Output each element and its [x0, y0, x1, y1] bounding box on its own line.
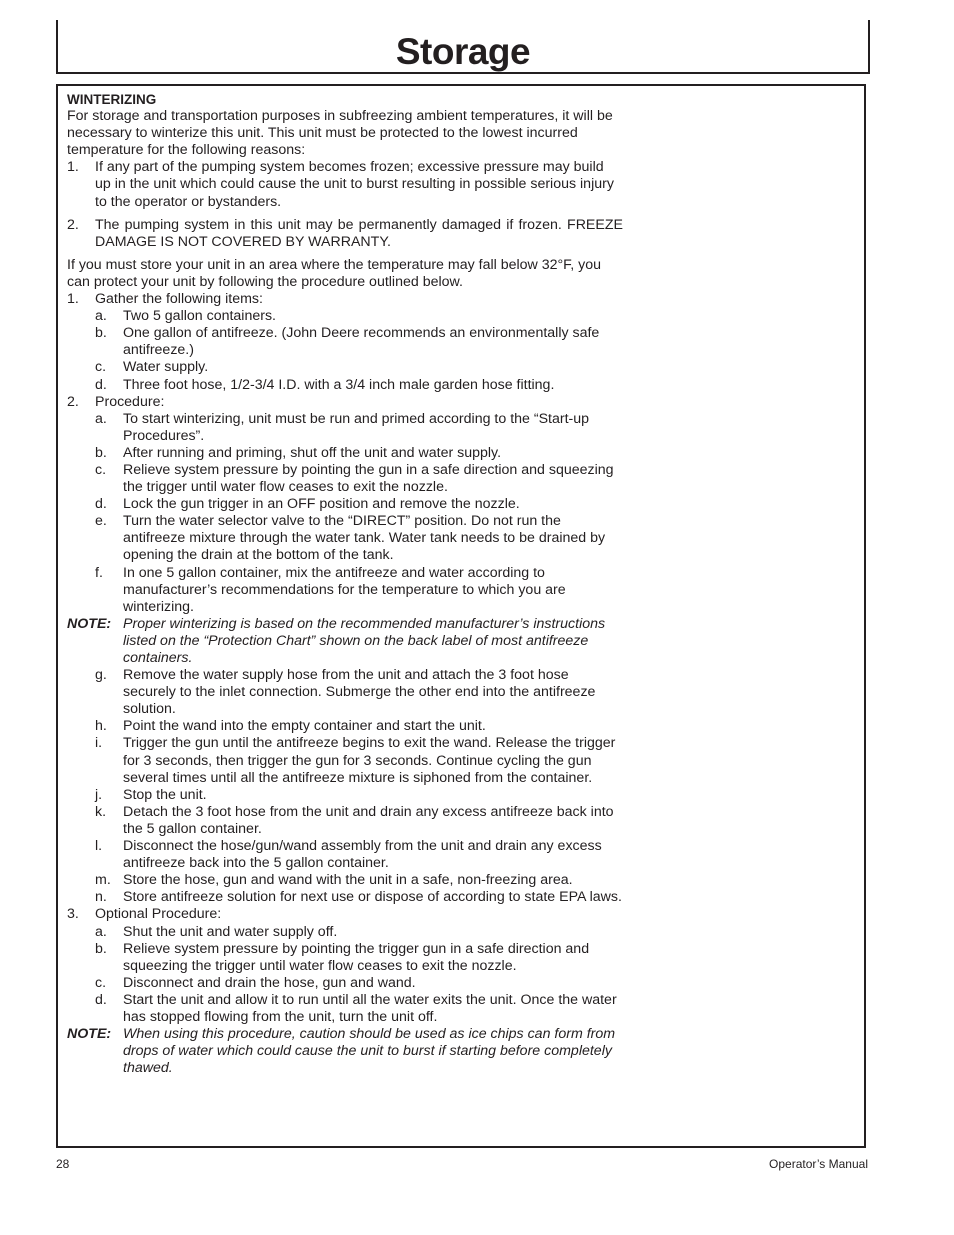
list-item — [67, 565, 623, 616]
step-heading — [67, 291, 623, 308]
item-letter: c. — [95, 359, 107, 376]
item-letter: k. — [95, 803, 107, 820]
item-text: Relieve system pressure by pointing the gun in a safe direction and squeezing the trigger until water flow ceases to exit the nozzle. — [123, 461, 614, 496]
reason-text: If any part of the pumping system becomes frozen; excessive pressure may build up in the unit which could cause the unit to burst resulting in possible serious injury to the operator or bystanders. — [95, 159, 614, 210]
list-item — [67, 889, 623, 906]
item-letter: c. — [95, 974, 107, 991]
item-letter: b. — [95, 325, 107, 342]
list-item — [67, 975, 623, 992]
list-item — [67, 308, 623, 325]
list-item — [67, 992, 623, 1026]
item-letter: c. — [95, 461, 107, 478]
item-letter: a. — [95, 923, 107, 940]
item-text: Store the hose, gun and wand with the unit in a safe, non-freezing area. — [123, 872, 573, 889]
item-text: In one 5 gallon container, mix the antifreeze and water according to manufacturer’s recommendations for the temperature to which you are winterizing. — [123, 564, 566, 615]
list-item — [67, 462, 623, 496]
item-letter: j. — [95, 786, 103, 803]
item-letter: l. — [95, 838, 103, 855]
list-item — [67, 513, 623, 564]
list-item — [67, 325, 623, 359]
note-label: NOTE: — [67, 1026, 112, 1043]
reason-item — [67, 159, 623, 210]
item-text: Disconnect the hose/gun/wand assembly from the unit and drain any excess antifreeze back into the 5 gallon container. — [123, 838, 602, 872]
list-item — [67, 445, 623, 462]
item-text: One gallon of antifreeze. (John Deere recommends an environmentally safe antifreeze.) — [123, 325, 600, 359]
item-text: Relieve system pressure by pointing the trigger gun in a safe direction and squeezing the trigger until water flow ceases to exit the nozzle. — [123, 940, 590, 974]
reason-text: The pumping system in this unit may be permanently damaged if frozen. FREEZE DAMAGE IS NOT COVERED BY WARRANTY. — [95, 216, 623, 250]
item-letter: i. — [95, 735, 103, 752]
list-item — [67, 924, 623, 941]
item-text: Three foot hose, 1/2-3/4 I.D. with a 3/4 inch male garden hose fitting. — [123, 376, 555, 393]
footer-manual-title: Operator’s Manual — [769, 1157, 868, 1171]
list-item — [67, 941, 623, 975]
winterizing-section — [67, 91, 623, 1077]
item-letter: b. — [95, 444, 107, 461]
step-number: 3. — [67, 906, 79, 923]
item-letter: f. — [95, 564, 103, 581]
item-text: Detach the 3 foot hose from the unit and drain any excess antifreeze back into the 5 gallon container. — [123, 803, 614, 837]
item-text: Remove the water supply hose from the unit and attach the 3 foot hose securely to the inlet connection. Submerge the other end into the antifreeze solution. — [123, 667, 596, 718]
item-text: After running and priming, shut off the unit and water supply. — [123, 444, 502, 461]
reason-number: 1. — [67, 159, 79, 176]
item-letter: a. — [95, 410, 107, 427]
item-text: Start the unit and allow it to run until all the water exits the unit. Once the water has stopped flowing from the unit, turn the unit off. — [123, 991, 617, 1025]
optional-procedure-list — [67, 924, 623, 1027]
item-letter: d. — [95, 496, 107, 513]
section-heading: WINTERIZING — [67, 92, 157, 107]
page-title: Storage — [395, 31, 531, 72]
procedure-list — [67, 411, 623, 616]
list-item — [67, 838, 623, 872]
item-letter: g. — [95, 667, 107, 684]
procedure-list — [67, 667, 623, 906]
item-letter: d. — [95, 991, 107, 1008]
item-text: Shut the unit and water supply off. — [123, 923, 338, 940]
list-item — [67, 735, 623, 786]
page-number: 28 — [56, 1157, 70, 1171]
list-item — [67, 787, 623, 804]
step-heading — [67, 906, 623, 923]
note-text: When using this procedure, caution should be used as ice chips can form from drops of water which could cause the unit to burst if starting before completely thawed. — [123, 1026, 616, 1077]
item-text: To start winterizing, unit must be run and primed according to the “Start-up Procedures”. — [123, 410, 590, 444]
item-letter: h. — [95, 718, 107, 735]
item-letter: e. — [95, 513, 107, 530]
note-block — [67, 616, 623, 667]
item-letter: m. — [95, 872, 111, 889]
storage-intro-paragraph: If you must store your unit in an area where the temperature may fall below 32°F, you can protect your unit by following the procedure outlined below. — [67, 256, 602, 290]
step-label: Gather the following items: — [95, 291, 263, 308]
item-text: Water supply. — [123, 359, 209, 376]
reason-number: 2. — [67, 216, 79, 233]
note-label: NOTE: — [67, 615, 112, 632]
item-text: Stop the unit. — [123, 786, 207, 803]
reason-item — [67, 217, 623, 251]
note-text: Proper winterizing is based on the recommended manufacturer’s instructions listed on the “Protection Chart” shown on the back label of most antifreeze containers. — [123, 615, 606, 666]
item-text: Point the wand into the empty container and start the unit. — [123, 718, 486, 735]
item-text: Turn the water selector valve to the “DIRECT” position. Do not run the antifreeze mixture through the water tank. Water tank needs to be drained by opening the drain at the bottom of the tank. — [123, 513, 606, 564]
gather-items-list — [67, 308, 623, 393]
list-item — [67, 411, 623, 445]
item-letter: a. — [95, 308, 107, 325]
list-item — [67, 377, 623, 394]
item-text: Store antifreeze solution for next use or dispose of according to state EPA laws. — [123, 889, 622, 906]
list-item — [67, 496, 623, 513]
list-item — [67, 718, 623, 735]
intro-paragraph: For storage and transportation purposes in subfreezing ambient temperatures, it will be necessary to winterize this unit. This unit must be protected to the lowest incurred temperature for the following reasons: — [67, 108, 613, 159]
step-label: Optional Procedure: — [95, 906, 222, 923]
note-block — [67, 1026, 623, 1077]
list-item — [67, 872, 623, 889]
item-text: Trigger the gun until the antifreeze begins to exit the wand. Release the trigger for 3 seconds, then trigger the gun for 3 seconds. Continue cycling the gun several times until all the antifreeze mixture is siphoned from the container. — [123, 735, 616, 786]
item-letter: d. — [95, 376, 107, 393]
item-letter: n. — [95, 889, 107, 906]
item-text: Disconnect and drain the hose, gun and wand. — [123, 974, 416, 991]
step-heading — [67, 394, 623, 411]
title-frame — [56, 20, 870, 74]
item-text: Two 5 gallon containers. — [123, 308, 276, 325]
list-item — [67, 359, 623, 376]
list-item — [67, 667, 623, 718]
step-number: 1. — [67, 291, 79, 308]
item-letter: b. — [95, 940, 107, 957]
item-text: Lock the gun trigger in an OFF position and remove the nozzle. — [123, 496, 520, 513]
step-label: Procedure: — [95, 393, 165, 410]
list-item — [67, 804, 623, 838]
step-number: 2. — [67, 393, 79, 410]
